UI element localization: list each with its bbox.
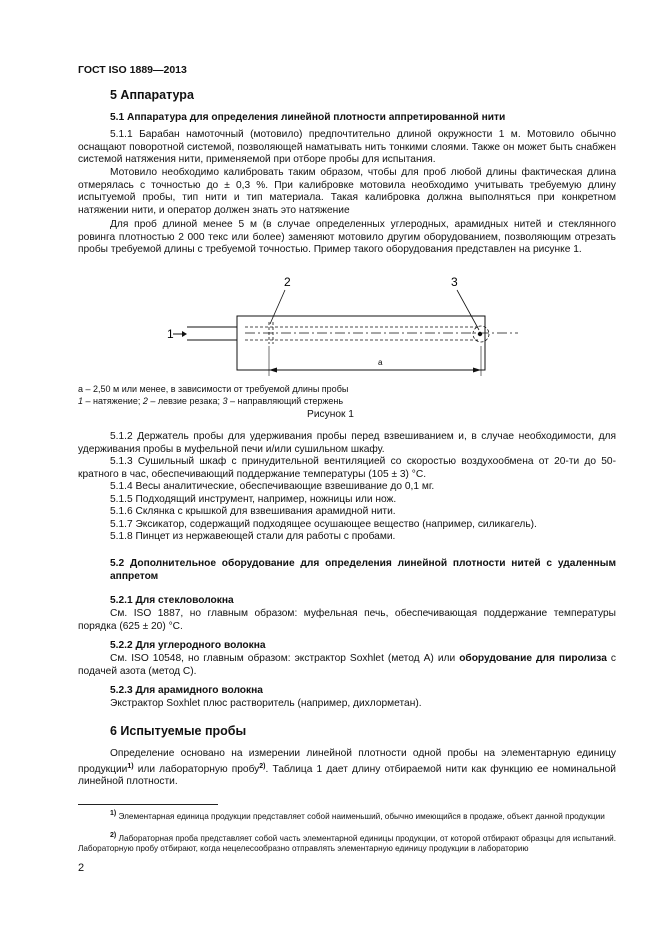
leader-3 [457,290,479,330]
figure-note-a: a – 2,50 м или менее, в зависимости от требуемой длины пробы [78,384,349,394]
section-5-2-title: 5.2 Дополнительное оборудование для определения линейной плотности нитей с удаленным аппретом [110,558,616,582]
paragraph-5-2-2 [78,653,616,678]
p6-text-b: или лабораторную пробу [133,763,260,775]
figure-label-a: a [378,358,383,367]
legend-key-1: 1 – [78,396,91,406]
paragraph-5-2-3: Экстрактор Soxhlet плюс растворитель (например, дихлорметан). [110,698,422,709]
section-5-2-3-title: 5.2.3 Для арамидного волокна [110,685,263,696]
document-code: ГОСТ ISO 1889—2013 [78,64,187,76]
section-5-title: 5 Аппаратура [110,88,194,102]
arrow-1-head [182,331,187,337]
figure-label-3: 3 [451,275,458,289]
paragraph-5-2-1: См. ISO 1887, но главным образом: муфельная печь, обеспечивающая поддержание температуры порядка (625 ± 20) °С. [78,608,616,632]
figure-label-2: 2 [284,275,291,289]
footnote-1-text: Элементарная единица продукции представляет собой наименьший, обычно имеющийся в продаже, объект данной продукции [116,812,605,821]
page-number: 2 [78,862,85,874]
p6-text-c: . Таблица 1 дает длину отбираемой нити как функцию ее номинальной линейной плотности. [78,763,616,788]
legend-key-2: 2 – [142,396,156,406]
paragraph-motovilo: Мотовило необходимо калибровать таким образом, чтобы для проб любой длины фактическая длина отмерялась с точностью до ± 0,3 %. При калибровке мотовила необходимо учитывать требуемую длину испытуемой пробы, тип нити и тип материала. Такая калибровка должна выполняться при конкретном натяжении нити, и оператор должен знать это натяжение [78,167,616,216]
p522-text-c: с подачей азота (метод С). [78,653,616,677]
footnote-2-text: Лабораторная проба представляет собой часть элементарной единицы продукции, от которой отбирают образцы для испытаний. Лабораторную пробу отбирают, когда нецелесообразно отправлять элементарную единицу продукции в лабораторию [78,834,616,854]
section-6-title: 6 Испытуемые пробы [110,724,247,738]
dim-arrow-right [473,368,481,373]
p522-text-bold: оборудование для пиролиза [459,653,607,664]
cutter-body [237,316,485,370]
legend-text-2: левзие резака; [155,396,223,406]
paragraph-5-1-2: 5.1.2 Держатель пробы для удерживания пробы перед взвешиванием и, в случае необходимости, для удерживания пробы в муфельной печи и/или сушильном шкафу. [78,431,616,455]
footnote-1-mark: 1) [110,810,117,817]
p6-text-a: Определение основано на измерении линейной плотности одной пробы на элементарную единицу продукции [78,748,616,775]
legend-text-1: натяжение; [90,396,143,406]
figure-label-1: 1 [167,327,174,341]
paragraph-5-1-6: 5.1.6 Склянка с крышкой для взвешивания арамидной нити. [110,506,396,517]
figure-1-diagram [150,272,530,387]
section-5-2-1-title: 5.2.1 Для стекловолокна [110,595,234,606]
section-5-1-title: 5.1 Аппаратура для определения линейной плотности аппретированной нити [110,112,506,123]
dim-arrow-left [269,368,277,373]
legend-text-3: направляющий стержень [235,396,344,406]
section-5-2-2-title: 5.2.2 Для углеродного волокна [110,640,266,651]
paragraph-5-1-1: 5.1.1 Барабан намоточный (мотовило) предпочтительно длиной окружности 1 м. Мотовило обычно оснащают поворотной системой, позволяющей наматывать нить тонкими слоями. Также он может быть снабжен системой натяжения нити, применяемой при отборе пробы для испытания. [78,129,616,166]
paragraph-5-1-3: 5.1.3 Сушильный шкаф с принудительной вентиляцией со скоростью воздухообмена от 20-ти до 50-кратного в час, обеспечивающий поддержание температуры (105 ± 3) °С. [78,456,616,480]
paragraph-5-1-7: 5.1.7 Эксикатор, содержащий подходящее осушающее вещество (например, силикагель). [110,519,537,530]
paragraph-5-1-8: 5.1.8 Пинцет из нержавеющей стали для работы с пробами. [110,531,396,542]
footnote-2 [78,831,616,855]
leader-2 [270,290,285,324]
paragraph-5-1-5: 5.1.5 Подходящий инструмент, например, ножницы или нож. [110,494,397,505]
footnote-ref-1: 1) [127,762,134,770]
paragraph-6 [78,748,616,789]
figure-note-legend [78,395,343,408]
footnote-2-mark: 2) [110,832,117,839]
footnote-ref-2: 2) [259,762,266,770]
footnote-separator [78,804,218,805]
legend-key-3: 3 – [222,396,236,406]
p522-text-a: См. ISO 10548, но главным образом: экстрактор Soxhlet (метод А) или [110,653,460,664]
figure-caption: Рисунок 1 [307,409,354,420]
footnote-1 [78,809,616,822]
paragraph-short-samples: Для проб длиной менее 5 м (в случае определенных углеродных, арамидных нитей и стеклянного ровинга плотностью 2 000 текс или более) заменяют мотовило другим оборудованием, позволяющим отрезать пробы требуемой длины с требуемой точностью. Пример такого оборудования представлен на рисунке 1. [78,219,616,256]
guide-rod-center [478,332,482,336]
paragraph-5-1-4: 5.1.4 Весы аналитические, обеспечивающие взвешивание до 0,1 мг. [110,481,435,492]
